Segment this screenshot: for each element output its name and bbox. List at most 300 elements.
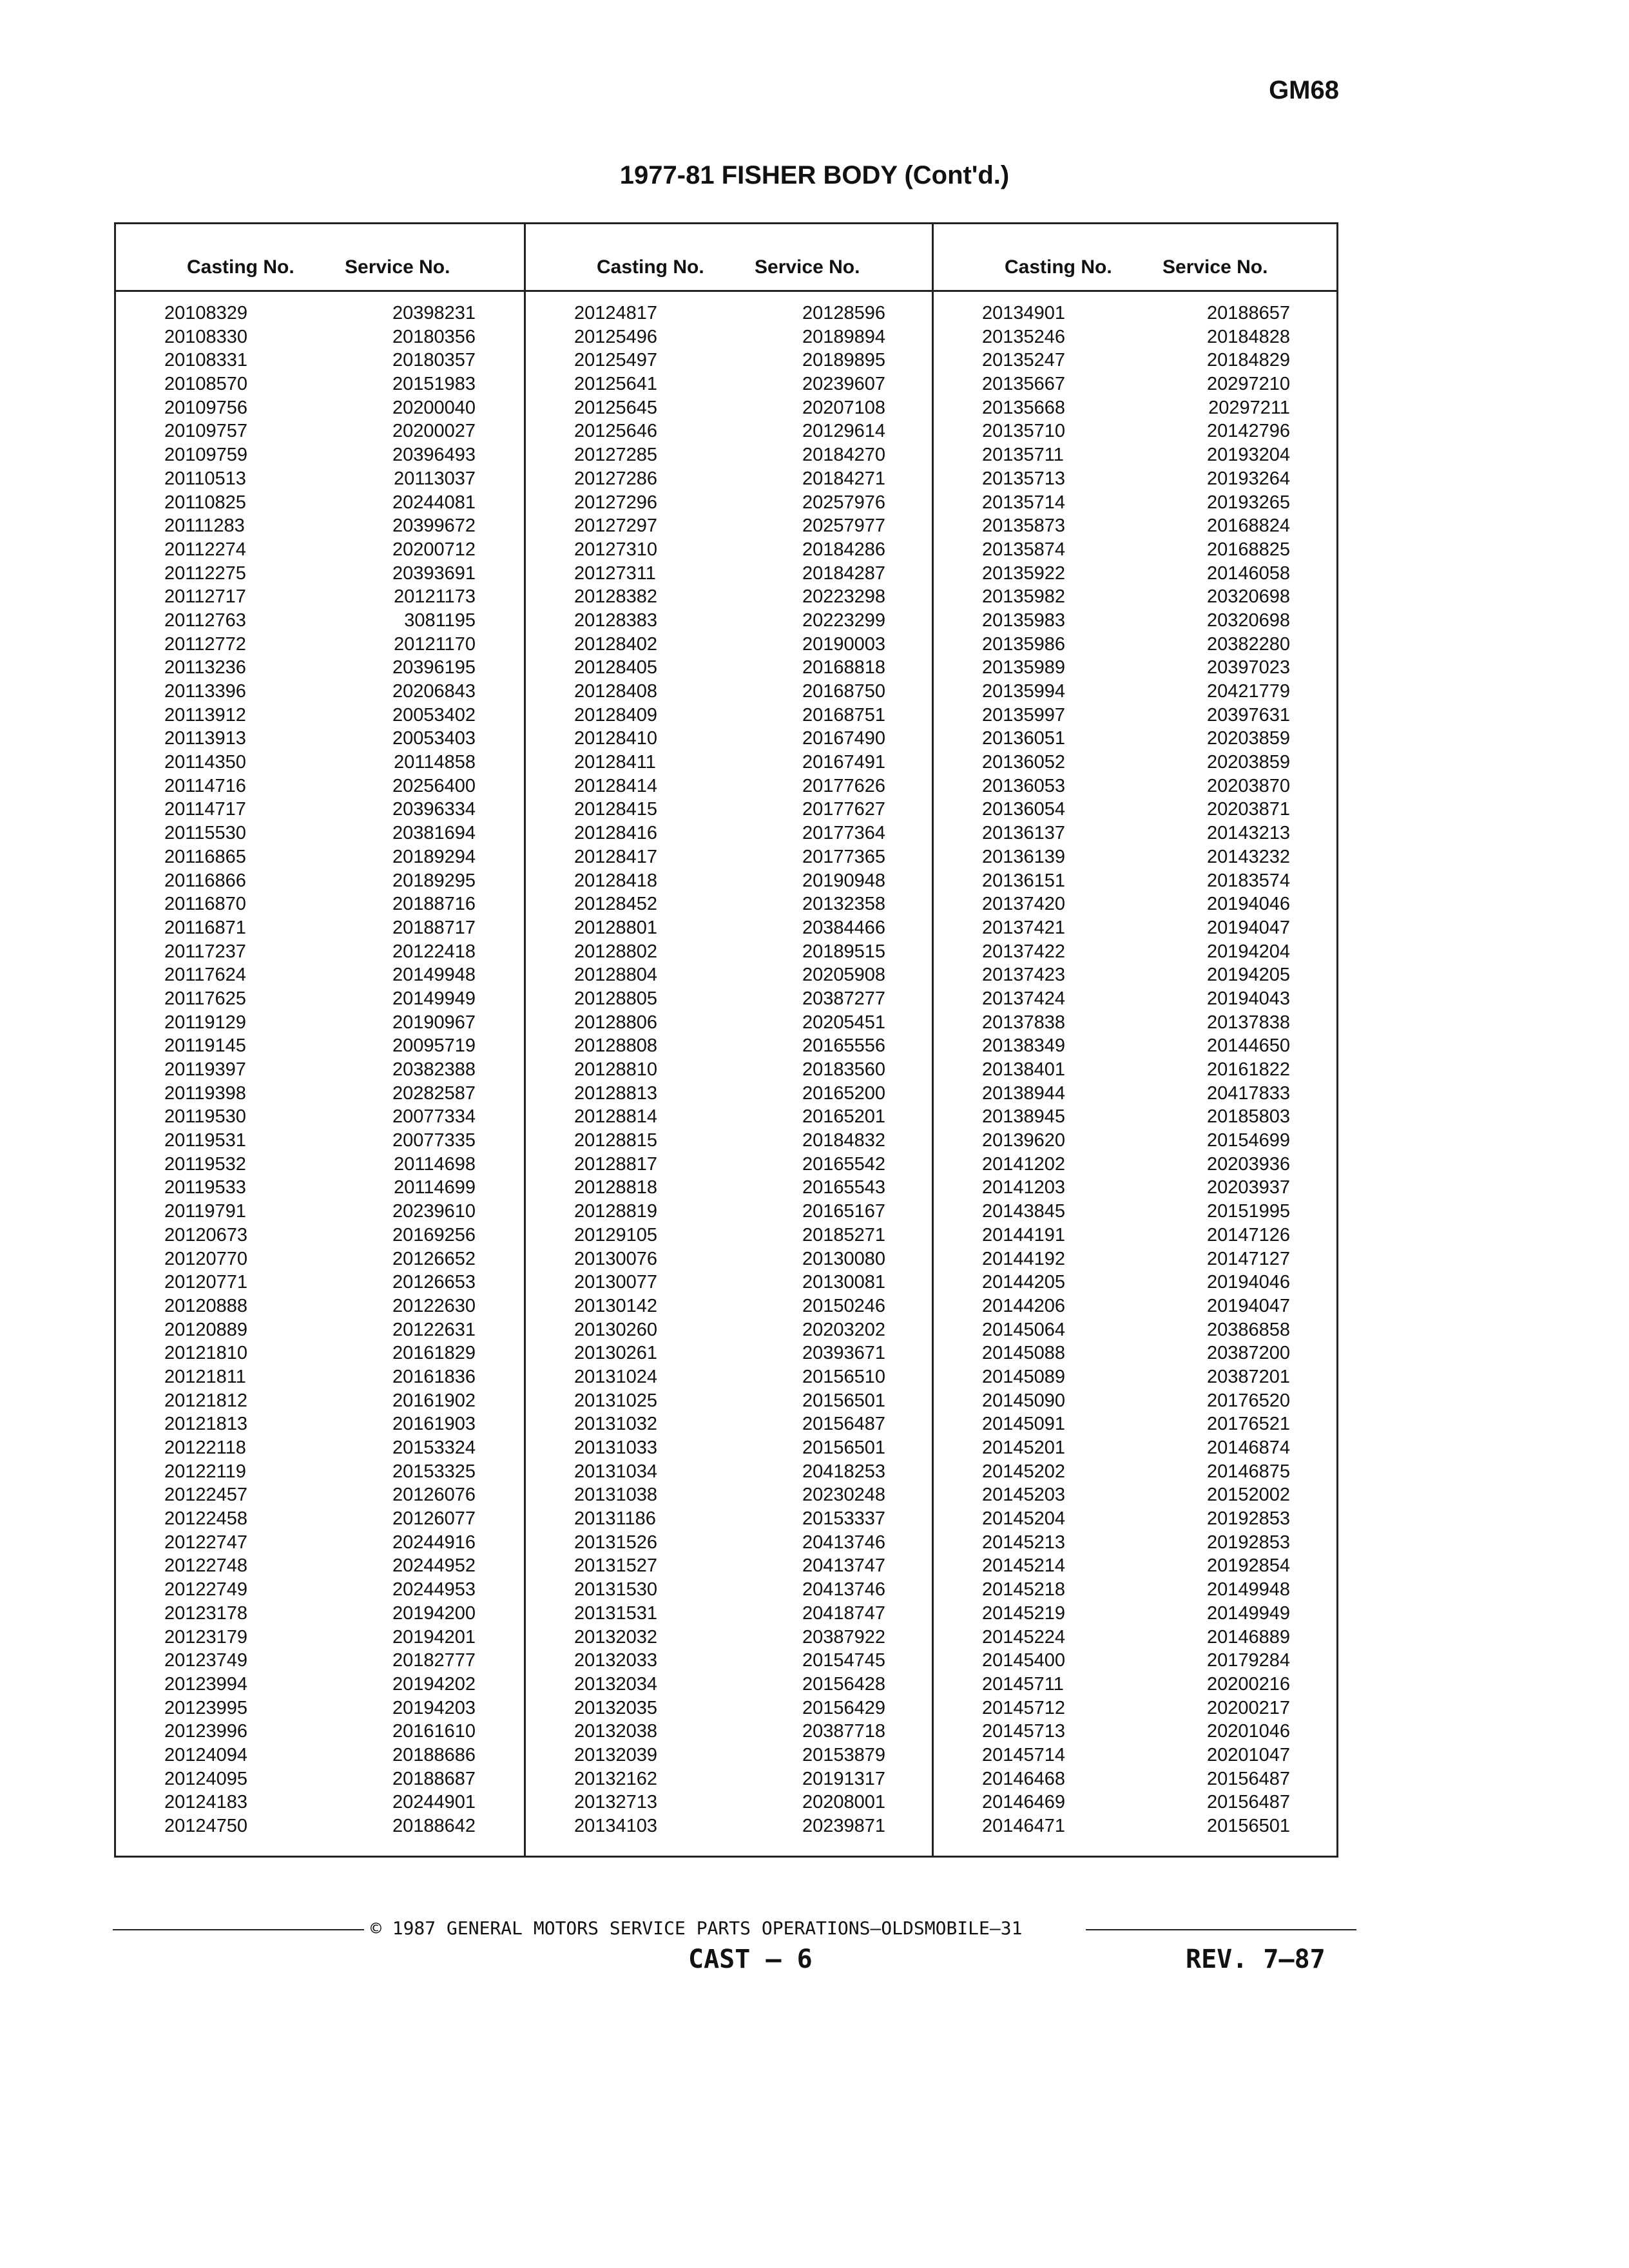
service-number: 20223298	[802, 586, 885, 608]
table-row	[526, 349, 934, 372]
casting-number: 20131032	[574, 1414, 658, 1435]
table-row	[934, 1578, 1338, 1602]
table-row	[116, 1554, 524, 1578]
casting-number: 20122457	[164, 1485, 248, 1506]
table-row	[116, 302, 524, 325]
service-number: 20413746	[802, 1532, 885, 1553]
casting-number: 20131024	[574, 1366, 658, 1387]
casting-number: 20128802	[574, 941, 658, 962]
service-number: 20165201	[802, 1106, 885, 1128]
service-number: 20169256	[392, 1224, 476, 1245]
casting-number: 20131531	[574, 1602, 658, 1624]
table-row	[116, 372, 524, 396]
table-row	[116, 1271, 524, 1294]
service-number: 20396195	[392, 657, 476, 678]
table-row	[116, 1200, 524, 1224]
casting-number: 20114716	[164, 775, 246, 796]
parts-table	[114, 222, 1338, 1858]
table-row	[934, 1034, 1338, 1058]
table-rows	[526, 302, 934, 1838]
service-number: 20193264	[1206, 468, 1290, 489]
table-row	[934, 1791, 1338, 1814]
table-row	[526, 916, 934, 940]
table-row	[526, 1341, 934, 1365]
service-number: 20154699	[1206, 1130, 1290, 1151]
casting-number: 20144192	[982, 1248, 1066, 1269]
table-row	[934, 1176, 1338, 1200]
table-row	[934, 704, 1338, 727]
service-number: 20122418	[392, 941, 476, 962]
service-number: 20188686	[392, 1744, 476, 1765]
table-row	[526, 1294, 934, 1318]
table-row	[934, 1412, 1338, 1436]
casting-number: 20144206	[982, 1295, 1066, 1316]
casting-number: 20145203	[982, 1485, 1066, 1506]
service-number: 20189895	[802, 350, 885, 371]
casting-number: 20109756	[164, 397, 248, 418]
casting-number: 20128452	[574, 894, 658, 915]
service-number: 20387718	[802, 1721, 885, 1742]
service-number: 20168750	[802, 681, 885, 702]
service-number: 20194046	[1206, 894, 1290, 915]
casting-number: 20112717	[164, 586, 246, 608]
service-number: 20190003	[802, 633, 885, 655]
table-row	[116, 1389, 524, 1413]
service-number: 20387200	[1206, 1343, 1290, 1364]
casting-number: 20144205	[982, 1272, 1066, 1293]
service-number: 20200040	[392, 397, 476, 418]
table-row	[934, 656, 1338, 680]
table-row	[526, 302, 934, 325]
casting-number: 20132039	[574, 1744, 658, 1765]
document-code: GM68	[1269, 76, 1339, 104]
service-number: 20161903	[392, 1414, 476, 1435]
casting-number: 20138944	[982, 1082, 1066, 1104]
casting-number: 20128417	[574, 846, 658, 867]
casting-number: 20131530	[574, 1579, 658, 1600]
service-number: 20244901	[392, 1792, 476, 1813]
service-number: 20320698	[1206, 610, 1290, 631]
table-row	[934, 325, 1338, 349]
table-row	[526, 987, 934, 1011]
casting-number: 20144191	[982, 1224, 1066, 1245]
service-number: 20384466	[802, 917, 885, 938]
service-number: 20396493	[392, 445, 476, 466]
service-number: 20192853	[1206, 1508, 1290, 1530]
casting-number: 20130076	[574, 1248, 658, 1269]
service-number: 20189515	[802, 941, 885, 962]
casting-number: 20127286	[574, 468, 658, 489]
table-row	[116, 1365, 524, 1389]
service-number: 20143213	[1206, 823, 1290, 844]
casting-number: 20113236	[164, 657, 246, 678]
casting-number: 20145089	[982, 1366, 1066, 1387]
table-row	[526, 751, 934, 774]
table-row	[526, 963, 934, 987]
service-number: 20144650	[1206, 1035, 1290, 1057]
service-number: 20156510	[802, 1366, 885, 1387]
service-number: 20150246	[802, 1295, 885, 1316]
service-number: 20397023	[1206, 657, 1290, 678]
service-number: 20053402	[392, 704, 476, 726]
table-row	[526, 680, 934, 704]
casting-number: 20127297	[574, 515, 658, 537]
table-row	[934, 751, 1338, 774]
service-number: 20200216	[1206, 1673, 1290, 1695]
service-number: 20146874	[1206, 1437, 1290, 1458]
casting-number: 20125645	[574, 397, 658, 418]
service-number: 20114858	[394, 752, 476, 773]
service-number: 20121173	[394, 586, 476, 608]
casting-number: 20111283	[164, 515, 245, 537]
service-number: 20398231	[392, 303, 476, 323]
service-number: 20194203	[392, 1697, 476, 1718]
service-number: 20320698	[1206, 586, 1290, 608]
table-row	[116, 916, 524, 940]
casting-number: 20128405	[574, 657, 658, 678]
table-row	[526, 892, 934, 916]
service-number: 20244081	[392, 492, 476, 513]
casting-number: 20108331	[164, 350, 248, 371]
casting-number: 20135997	[982, 704, 1066, 726]
table-row	[526, 845, 934, 869]
casting-number: 20143845	[982, 1201, 1066, 1222]
service-number: 20184828	[1206, 326, 1290, 347]
service-number: 20223299	[802, 610, 885, 631]
table-row	[934, 1436, 1338, 1460]
casting-number: 20137838	[982, 1012, 1066, 1033]
service-number: 20188657	[1206, 303, 1290, 323]
service-number: 20188716	[392, 894, 476, 915]
casting-number: 20145713	[982, 1721, 1066, 1742]
service-number: 20413746	[802, 1579, 885, 1600]
service-number: 20156428	[802, 1673, 885, 1695]
table-row	[526, 656, 934, 680]
casting-number: 20119791	[164, 1201, 246, 1222]
table-row	[934, 845, 1338, 869]
table-row	[116, 1507, 524, 1531]
casting-number: 20119398	[164, 1082, 246, 1104]
service-number: 20188717	[392, 917, 476, 938]
service-number: 20393691	[392, 562, 476, 584]
casting-number: 20120888	[164, 1295, 248, 1316]
service-number: 20151983	[392, 374, 476, 395]
casting-number: 20128415	[574, 799, 658, 820]
casting-number: 20124183	[164, 1792, 248, 1813]
casting-number: 20128810	[574, 1059, 658, 1080]
casting-number: 20128814	[574, 1106, 658, 1128]
casting-number: 20145213	[982, 1532, 1066, 1553]
casting-number: 20122748	[164, 1555, 248, 1577]
table-row	[934, 940, 1338, 964]
casting-number: 20109759	[164, 445, 248, 466]
service-number: 20297211	[1208, 397, 1290, 418]
table-row	[526, 325, 934, 349]
casting-number: 20135982	[982, 586, 1066, 608]
table-row	[526, 633, 934, 657]
casting-number: 20116871	[164, 917, 246, 938]
table-row	[116, 987, 524, 1011]
service-number: 20387922	[802, 1626, 885, 1648]
service-number: 20153325	[392, 1461, 476, 1482]
service-number: 20239871	[802, 1816, 885, 1836]
service-number: 20206843	[392, 681, 476, 702]
table-row	[934, 1460, 1338, 1484]
service-number: 20143232	[1206, 846, 1290, 867]
service-number: 20176521	[1206, 1414, 1290, 1435]
service-number: 20393671	[802, 1343, 885, 1364]
casting-number: 20113913	[164, 728, 246, 749]
service-number: 20194043	[1206, 988, 1290, 1009]
casting-number: 20112274	[164, 539, 246, 560]
table-row	[116, 349, 524, 372]
table-row	[116, 1247, 524, 1271]
table-row	[934, 419, 1338, 443]
casting-number: 20117625	[164, 988, 246, 1009]
table-row	[526, 1176, 934, 1200]
casting-number: 20123995	[164, 1697, 248, 1718]
casting-number: 20125496	[574, 326, 658, 347]
table-row	[526, 372, 934, 396]
table-row	[934, 372, 1338, 396]
table-row	[526, 538, 934, 562]
table-row	[934, 869, 1338, 893]
casting-number: 20145201	[982, 1437, 1066, 1458]
table-row	[526, 1626, 934, 1649]
casting-number: 20135247	[982, 350, 1066, 371]
service-number: 20156429	[802, 1697, 885, 1718]
table-row	[934, 491, 1338, 515]
table-row	[526, 1224, 934, 1247]
service-number: 20194202	[392, 1673, 476, 1695]
service-number: 20203870	[1206, 775, 1290, 796]
casting-number: 20135989	[982, 657, 1066, 678]
service-number: 20149948	[392, 965, 476, 986]
table-row	[526, 1507, 934, 1531]
service-number: 20122630	[392, 1295, 476, 1316]
service-number: 20165200	[802, 1082, 885, 1104]
service-number: 20179284	[1206, 1650, 1290, 1671]
table-row	[934, 1058, 1338, 1082]
casting-number: 20119533	[164, 1177, 246, 1198]
service-number: 20156487	[802, 1414, 885, 1435]
casting-number: 20119129	[164, 1012, 246, 1033]
casting-number: 20128813	[574, 1082, 658, 1104]
casting-number: 20131038	[574, 1485, 658, 1506]
table-row	[934, 1247, 1338, 1271]
service-number: 20203202	[802, 1319, 885, 1340]
table-row	[526, 467, 934, 491]
table-row	[116, 325, 524, 349]
service-number: 20168818	[802, 657, 885, 678]
service-number: 20203859	[1206, 752, 1290, 773]
service-number: 20114699	[394, 1177, 476, 1198]
casting-number: 20145714	[982, 1744, 1066, 1765]
table-row	[934, 1483, 1338, 1507]
service-number: 20184832	[802, 1130, 885, 1151]
table-row	[116, 1153, 524, 1177]
service-number: 20180357	[392, 350, 476, 371]
casting-number: 20112772	[164, 633, 246, 655]
table-row	[934, 1294, 1338, 1318]
service-number: 20142796	[1206, 421, 1290, 442]
table-row	[116, 1578, 524, 1602]
table-row	[526, 1389, 934, 1413]
casting-number: 20108330	[164, 326, 248, 347]
casting-number: 20125641	[574, 374, 658, 395]
casting-number: 20131526	[574, 1532, 658, 1553]
section-label: CAST — 6	[688, 1945, 813, 1974]
casting-number: 20120771	[164, 1272, 248, 1293]
table-column-3	[932, 224, 1338, 1856]
table-row	[116, 1744, 524, 1767]
casting-number: 20129105	[574, 1224, 658, 1245]
table-row	[116, 1767, 524, 1791]
service-header: Service No.	[345, 256, 450, 278]
casting-number: 20121813	[164, 1414, 248, 1435]
table-row	[934, 349, 1338, 372]
service-number: 20147127	[1206, 1248, 1290, 1269]
service-number: 20128596	[802, 303, 885, 323]
table-row	[934, 822, 1338, 845]
service-number: 20188687	[392, 1768, 476, 1789]
casting-number: 20130077	[574, 1272, 658, 1293]
casting-number: 20128804	[574, 965, 658, 986]
casting-number: 20123996	[164, 1721, 248, 1742]
casting-number: 20134901	[982, 303, 1066, 323]
table-row	[526, 1744, 934, 1767]
table-row	[526, 1649, 934, 1673]
casting-number: 20135713	[982, 468, 1066, 489]
service-number: 20194205	[1206, 965, 1290, 986]
casting-number: 20113912	[164, 704, 246, 726]
service-number: 20185271	[802, 1224, 885, 1245]
casting-number: 20127285	[574, 445, 658, 466]
casting-number: 20112275	[164, 562, 246, 584]
casting-number: 20128418	[574, 870, 658, 891]
service-number: 20189295	[392, 870, 476, 891]
service-header: Service No.	[755, 256, 860, 278]
table-row	[116, 869, 524, 893]
table-row	[934, 1153, 1338, 1177]
table-row	[526, 1673, 934, 1696]
casting-number: 20116865	[164, 846, 246, 867]
casting-number: 20138349	[982, 1035, 1066, 1057]
service-number: 20053403	[392, 728, 476, 749]
table-row	[934, 1602, 1338, 1626]
table-row	[116, 1082, 524, 1106]
casting-header: Casting No.	[1005, 256, 1112, 278]
casting-number: 20128806	[574, 1012, 658, 1033]
casting-number: 20120673	[164, 1224, 248, 1245]
service-number: 20194204	[1206, 941, 1290, 962]
service-number: 20257977	[802, 515, 885, 537]
table-row	[934, 1271, 1338, 1294]
table-row	[526, 1602, 934, 1626]
casting-number: 20108570	[164, 374, 248, 395]
table-row	[116, 1034, 524, 1058]
table-row	[116, 538, 524, 562]
table-row	[934, 1224, 1338, 1247]
casting-number: 20120770	[164, 1248, 248, 1269]
casting-number: 20135710	[982, 421, 1066, 442]
casting-number: 20132032	[574, 1626, 658, 1648]
service-number: 20397631	[1206, 704, 1290, 726]
casting-number: 20135986	[982, 633, 1066, 655]
table-row	[116, 1673, 524, 1696]
service-number: 20149949	[1206, 1602, 1290, 1624]
casting-number: 20124094	[164, 1744, 248, 1765]
casting-number: 20114717	[164, 799, 246, 820]
table-row	[116, 1294, 524, 1318]
service-number: 20239607	[802, 374, 885, 395]
casting-number: 20136053	[982, 775, 1066, 796]
service-number: 20239610	[392, 1201, 476, 1222]
casting-number: 20145064	[982, 1319, 1066, 1340]
table-row	[116, 656, 524, 680]
casting-number: 20135874	[982, 539, 1066, 560]
table-row	[934, 1744, 1338, 1767]
service-number: 20203859	[1206, 728, 1290, 749]
service-number: 20381694	[392, 823, 476, 844]
casting-number: 20124750	[164, 1816, 248, 1836]
service-number: 20161902	[392, 1390, 476, 1411]
casting-number: 20123178	[164, 1602, 248, 1624]
service-number: 20194046	[1206, 1272, 1290, 1293]
table-row	[116, 1176, 524, 1200]
service-number: 20413747	[802, 1555, 885, 1577]
casting-number: 20108329	[164, 303, 248, 323]
service-header: Service No.	[1162, 256, 1268, 278]
casting-number: 20128414	[574, 775, 658, 796]
casting-number: 20128815	[574, 1130, 658, 1151]
page-title: 1977-81 FISHER BODY (Cont'd.)	[619, 161, 1010, 189]
table-row	[526, 822, 934, 845]
table-row	[526, 704, 934, 727]
service-number: 20257976	[802, 492, 885, 513]
service-number: 20184286	[802, 539, 885, 560]
table-row	[116, 963, 524, 987]
casting-number: 20145090	[982, 1390, 1066, 1411]
table-row	[116, 396, 524, 420]
service-number: 20189894	[802, 326, 885, 347]
casting-number: 20128808	[574, 1035, 658, 1057]
table-row	[526, 1483, 934, 1507]
casting-number: 20115530	[164, 823, 246, 844]
casting-number: 20120889	[164, 1319, 248, 1340]
casting-number: 20116866	[164, 870, 246, 891]
casting-number: 20145224	[982, 1626, 1066, 1648]
table-rows	[934, 302, 1338, 1838]
table-row	[934, 538, 1338, 562]
service-number: 20387277	[802, 988, 885, 1009]
service-number: 20194047	[1206, 1295, 1290, 1316]
service-number: 20205908	[802, 965, 885, 986]
table-row	[116, 1341, 524, 1365]
service-number: 20399672	[392, 515, 476, 537]
table-row	[934, 727, 1338, 751]
table-row	[116, 609, 524, 633]
casting-number: 20130142	[574, 1295, 658, 1316]
table-row	[526, 1271, 934, 1294]
casting-number: 20112763	[164, 610, 246, 631]
casting-number: 20137424	[982, 988, 1066, 1009]
casting-number: 20135667	[982, 374, 1066, 395]
service-number: 20418747	[802, 1602, 885, 1624]
casting-number: 20119532	[164, 1153, 246, 1175]
revision-label: REV. 7–87	[1186, 1945, 1325, 1974]
casting-number: 20145202	[982, 1461, 1066, 1482]
